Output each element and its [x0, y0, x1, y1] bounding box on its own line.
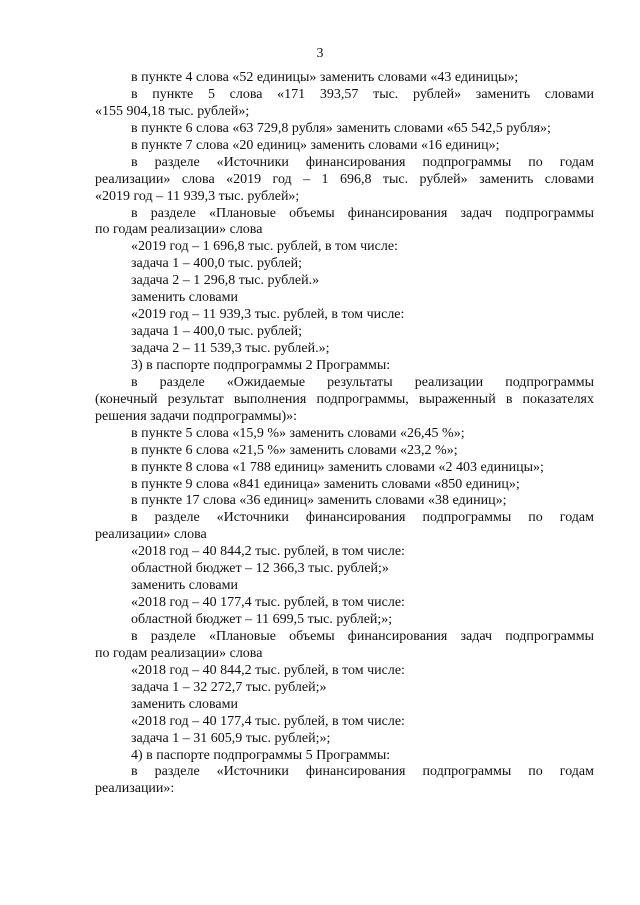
- text-line: задача 1 – 400,0 тыс. рублей;: [131, 256, 303, 272]
- text-line: «155 904,18 тыс. рублей»;: [95, 103, 250, 119]
- text-line: в разделе «Плановые объемы финансирования задач подпрограммы: [131, 628, 594, 644]
- text-line: реализации» слова: [95, 527, 207, 543]
- page-number: 3: [316, 46, 324, 61]
- text-line: по годам реализации» слова: [95, 645, 263, 661]
- text-line: в пункте 6 слова «63 729,8 рубля» заменить словами «65 542,5 рубля»;: [131, 120, 551, 136]
- text-line: в разделе «Источники финансирования подпрограммы по годам: [131, 510, 594, 526]
- text-line: в пункте 4 слова «52 единицы» заменить словами «43 единицы»;: [131, 70, 519, 85]
- text-line: в пункте 17 слова «36 единиц» заменить словами «38 единиц»;: [131, 493, 507, 509]
- text-line: в пункте 6 слова «21,5 %» заменить словами «23,2 %»;: [131, 442, 458, 458]
- text-line: в пункте 5 слова «171 393,57 тыс. рублей» заменить словами: [131, 86, 594, 102]
- text-line: по годам реализации» слова: [95, 222, 263, 238]
- text-line: решения задачи подпрограммы)»:: [95, 408, 298, 424]
- text-line: задача 1 – 31 605,9 тыс. рублей;»;: [131, 730, 331, 746]
- document-body: [95, 70, 594, 798]
- text-line: «2018 год – 40 844,2 тыс. рублей, в том числе:: [131, 544, 405, 560]
- text-line: областной бюджет – 12 366,3 тыс. рублей;»: [131, 561, 389, 577]
- text-line: реализации»:: [95, 781, 175, 797]
- text-line: «2018 год – 40 177,4 тыс. рублей, в том числе:: [131, 713, 405, 729]
- text-line: в пункте 9 слова «841 единица» заменить словами «850 единиц»;: [131, 476, 520, 492]
- text-line: «2019 год – 1 696,8 тыс. рублей, в том числе:: [131, 239, 398, 255]
- text-line: задача 1 – 400,0 тыс. рублей;: [131, 324, 303, 340]
- text-line: реализации» слова «2019 год – 1 696,8 тыс. рублей» заменить словами: [95, 171, 594, 187]
- text-line: областной бюджет – 11 699,5 тыс. рублей;»;: [131, 612, 393, 627]
- text-line: в пункте 7 слова «20 единиц» заменить словами «16 единиц»;: [131, 137, 500, 153]
- text-line: 4) в паспорте подпрограммы 5 Программы:: [131, 747, 391, 763]
- text-line: «2018 год – 40 177,4 тыс. рублей, в том числе:: [131, 595, 405, 611]
- text-line: в разделе «Ожидаемые результаты реализации подпрограммы: [131, 374, 594, 390]
- text-line: заменить словами: [131, 578, 238, 594]
- text-line: в пункте 5 слова «15,9 %» заменить словами «26,45 %»;: [131, 425, 465, 441]
- text-line: в разделе «Источники финансирования подпрограммы по годам: [131, 764, 594, 780]
- text-line: 3) в паспорте подпрограммы 2 Программы:: [131, 357, 391, 373]
- text-line: задача 2 – 1 296,8 тыс. рублей.»: [131, 273, 320, 289]
- text-line: «2019 год – 11 939,3 тыс. рублей»;: [95, 188, 300, 204]
- text-line: в разделе «Источники финансирования подпрограммы по годам: [131, 154, 594, 170]
- text-line: задача 1 – 32 272,7 тыс. рублей;»: [131, 679, 327, 695]
- text-line: в разделе «Плановые объемы финансирования задач подпрограммы: [131, 205, 594, 221]
- text-line: задача 2 – 11 539,3 тыс. рублей.»;: [131, 341, 330, 356]
- text-line: заменить словами: [131, 696, 238, 712]
- text-line: «2018 год – 40 844,2 тыс. рублей, в том числе:: [131, 662, 405, 678]
- text-line: (конечный результат выполнения подпрограммы, выраженный в показателях: [95, 391, 594, 407]
- text-line: заменить словами: [131, 290, 238, 306]
- text-line: «2019 год – 11 939,3 тыс. рублей, в том числе:: [131, 307, 405, 323]
- text-line: в пункте 8 слова «1 788 единиц» заменить словами «2 403 единицы»;: [131, 459, 544, 475]
